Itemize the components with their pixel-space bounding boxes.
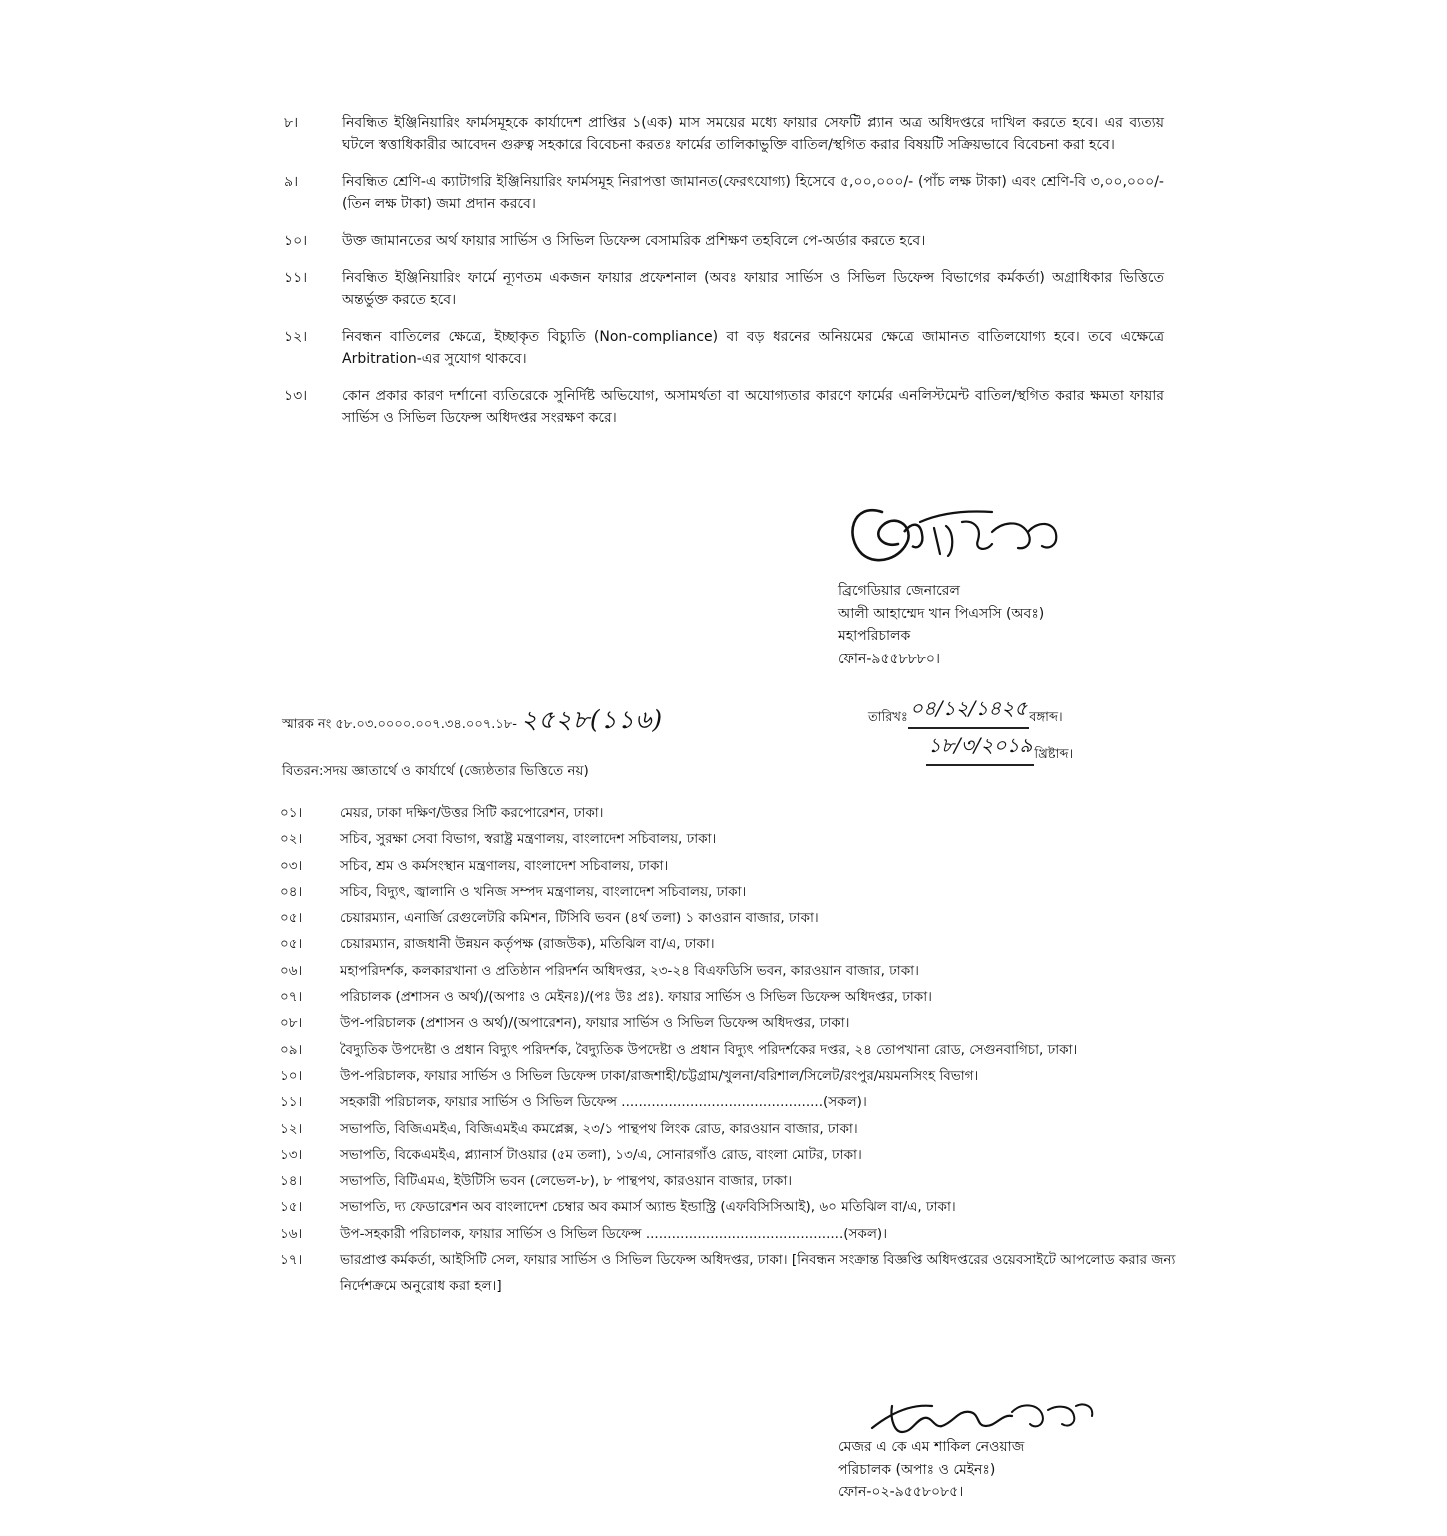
distribution-item: ১৩। সভাপতি, বিকেএমইএ, প্ল্যানার্স টাওয়ার (৫ম তলা), ১৩/এ, সোনারগাঁও রোড, বাংলা মোটর, ঢাকা। [280,1146,862,1163]
condition-item: ১১। নিবন্ধিত ইঞ্জিনিয়ারিং ফার্মে ন্যূণতম একজন ফায়ার প্রফেশনাল (অবঃ ফায়ার সার্ভিস ও সিভিল ডিফেন্স বিভাগের কর্মকর্তা) অগ্রাধিকার ভিত্তিতে অন্তর্ভুক্ত করতে হবে। [284,270,1164,308]
date-english-suffix: খ্রিষ্টাব্দ। [1034,747,1074,762]
distribution-item: ১৬। উপ-সহকারী পরিচালক, ফায়ার সার্ভিস ও সিভিল ডিফেন্স ..............................................(সকল)। [280,1225,888,1242]
memo-handwritten-number: ২৫২৮(১১৬) [520,705,664,734]
distribution-item: ০১। মেয়র, ঢাকা দক্ষিণ/উত্তর সিটি করপোরেশন, ঢাকা। [280,805,604,821]
distribution-item: ১৭। ভারপ্রাপ্ত কর্মকর্তা, আইসিটি সেল, ফায়ার সার্ভিস ও সিভিল ডিফেন্স অধিদপ্তর, ঢাকা। [নিবন্ধন সংক্রান্ত বিজ্ঞপ্তি অধিদপ্তরের ওয়েবসাইটে আপলোড করার জন্য নির্দেশক্রমে অনুরোধ করা হল।] [280,1252,1176,1295]
distribution-item: ০৫। চেয়ারম্যান, রাজধানী উন্নয়ন কর্তৃপক্ষ (রাজউক), মতিঝিল বা/এ, ঢাকা। [280,936,715,953]
officer-phone: ফোন-০২-৯৫৫৮০৮৫। [838,1484,964,1500]
distribution-item: ১২। সভাপতি, বিজিএমইএ, বিজিএমইএ কমপ্লেক্স, ২৩/১ পান্থপথ লিংক রোড, কারওয়ান বাজার, ঢাকা। [280,1120,858,1137]
distribution-item: ০৩। সচিব, শ্রম ও কর্মসংস্থান মন্ত্রণালয়, বাংলাদেশ সচিবালয়, ঢাকা। [280,857,669,874]
conditions-list [284,112,1164,444]
distribution-item: ১৪। সভাপতি, বিটিএমএ, ইউটিসি ভবন (লেভেল-৮), ৮ পান্থপথ, কারওয়ান বাজার, ঢাকা। [280,1173,793,1190]
condition-item: ৯। নিবন্ধিত শ্রেণি-এ ক্যাটাগরি ইঞ্জিনিয়ারিং ফার্মসমূহ নিরাপত্তা জামানত(ফেরৎযোগ্য) হিসেবে ৫,০০,০০০/- (পাঁচ লক্ষ টাকা) এবং শ্রেণি-বি ৩,০০,০০০/- (তিন লক্ষ টাকা) জমা প্রদান করবে। [284,174,1164,212]
director-general-signature-block [838,580,1044,670]
date-english-row [926,731,1073,766]
distribution-heading: বিতরন:সদয় জ্ঞাতার্থে ও কার্যার্থে (জ্যেষ্ঠতার ভিত্তিতে নয়) [282,763,589,779]
date-bangla: ০৪/১২/১৪২৫ [908,694,1029,729]
distribution-item: ১১। সহকারী পরিচালক, ফায়ার সার্ভিস ও সিভিল ডিফেন্স ...............................................(সকল)। [280,1094,867,1111]
distribution-item: ০৯। বৈদ্যুতিক উপদেষ্টা ও প্রধান বিদ্যুৎ পরিদর্শক, বৈদ্যুতিক উপদেষ্টা ও প্রধান বিদ্যুৎ পরিদর্শকের দপ্তর, ২৪ তোপখানা রোড, সেগুনবাগিচা, ঢাকা। [280,1041,1078,1058]
distribution-list [280,800,1180,1300]
director-general-signature [842,492,1092,578]
officer-name: মেজর এ কে এম শাকিল নেওয়াজ [838,1439,1025,1455]
memo-label: স্মারক নং ৫৮.০৩.০০০০.০০৭.৩৪.০০৭.১৮- [282,717,517,732]
officer-title: মহাপরিচালক [838,628,911,644]
condition-item: ৮। নিবন্ধিত ইঞ্জিনিয়ারিং ফার্মসমূহকে কার্যাদেশ প্রাপ্তির ১(এক) মাস সময়ের মধ্যে ফায়ার সেফটি প্ল্যান অত্র অধিদপ্তরে দাখিল করতে হবে। এর ব্যত্যয় ঘটলে স্বত্তাধিকারীর আবেদন গুরুত্ব সহকারে বিবেচনা করতঃ ফার্মের তালিকাভুক্তি বাতিল/স্থগিত করার বিষয়টি সক্রিয়ভাবে বিবেচনা করা হবে। [284,115,1164,153]
director-signature-block [838,1436,1024,1504]
distribution-item: ০৫। চেয়ারম্যান, এনার্জি রেগুলেটরি কমিশন, টিসিবি ভবন (৪র্থ তলা) ১ কাওরান বাজার, ঢাকা। [280,910,819,927]
date-label: তারিখঃ [868,710,908,725]
officer-rank: ব্রিগেডিয়ার জেনারেল [838,583,960,599]
date-block [868,694,1073,766]
distribution-item: ১০। উপ-পরিচালক, ফায়ার সার্ভিস ও সিভিল ডিফেন্স ঢাকা/রাজশাহী/চট্টগ্রাম/খুলনা/বরিশাল/সিলেট/রংপুর/ময়মনসিংহ বিভাগ। [280,1067,979,1084]
distribution-item: ০৪। সচিব, বিদ্যুৎ, জ্বালানি ও খনিজ সম্পদ মন্ত্রণালয়, বাংলাদেশ সচিবালয়, ঢাকা। [280,883,747,900]
distribution-item: ০২। সচিব, সুরক্ষা সেবা বিভাগ, স্বরাষ্ট্র মন্ত্রণালয়, বাংলাদেশ সচিবালয়, ঢাকা। [280,831,717,848]
condition-item: ১২। নিবন্ধন বাতিলের ক্ষেত্রে, ইচ্ছাকৃত বিচ্যুতি (Non-compliance) বা বড় ধরনের অনিয়মের ক্ষেত্রে জামানত বাতিলযোগ্য হবে। তবে এক্ষেত্রে Arbitration-এর সুযোগ থাকবে। [284,329,1164,367]
condition-item: ১০। উক্ত জামানতের অর্থ ফায়ার সার্ভিস ও সিভিল ডিফেন্স বেসামরিক প্রশিক্ষণ তহবিলে পে-অর্ডার করতে হবে। [284,233,926,249]
date-english: ১৮/৩/২০১৯ [926,731,1034,766]
director-signature [862,1392,1102,1442]
date-bangla-suffix: বঙ্গাব্দ। [1029,710,1063,725]
officer-phone: ফোন-৯৫৫৮৮৮০। [838,650,940,667]
officer-title: পরিচালক (অপাঃ ও মেইনঃ) [838,1461,996,1478]
officer-name: আলী আহাম্মেদ খান পিএসসি (অবঃ) [838,605,1045,622]
memo-number [282,700,663,743]
distribution-item: ০৬। মহাপরিদর্শক, কলকারখানা ও প্রতিষ্ঠান পরিদর্শন অধিদপ্তর, ২৩-২৪ বিএফডিসি ভবন, কারওয়ান বাজার, ঢাকা। [280,962,919,979]
distribution-item: ০৭। পরিচালক (প্রশাসন ও অর্থ)/(অপাঃ ও মেইনঃ)/(পঃ উঃ প্রঃ). ফায়ার সার্ভিস ও সিভিল ডিফেন্স অধিদপ্তর, ঢাকা। [280,989,932,1006]
distribution-item: ০৮। উপ-পরিচালক (প্রশাসন ও অর্থ)/(অপারেশন), ফায়ার সার্ভিস ও সিভিল ডিফেন্স অধিদপ্তর, ঢাকা। [280,1015,850,1032]
distribution-item: ১৫। সভাপতি, দ্য ফেডারেশন অব বাংলাদেশ চেম্বার অব কমার্স অ্যান্ড ইন্ডাস্ট্রি (এফবিসিসিআই), ৬০ মতিঝিল বা/এ, ঢাকা। [280,1199,956,1216]
condition-item: ১৩। কোন প্রকার কারণ দর্শানো ব্যতিরেকে সুনির্দিষ্ট অভিযোগ, অসামর্থতা বা অযোগ্যতার কারণে ফার্মের এনলিস্টমেন্ট বাতিল/স্থগিত করার ক্ষমতা ফায়ার সার্ভিস ও সিভিল ডিফেন্স অধিদপ্তর সংরক্ষণ করে। [284,388,1164,426]
date-bangla-row [868,694,1073,729]
